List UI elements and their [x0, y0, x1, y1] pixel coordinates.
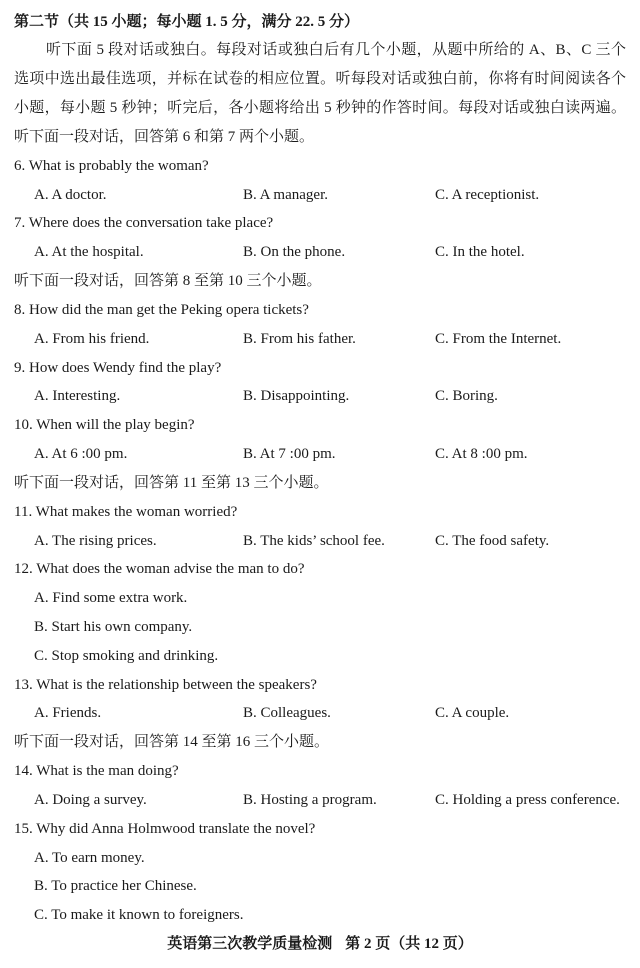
- question-9-stem: 9. How does Wendy find the play?: [14, 359, 222, 376]
- question-9-option-a: A. Interesting.: [34, 388, 121, 405]
- question-15-option-a: A. To earn money.: [34, 849, 145, 866]
- question-6-option-a: A. A doctor.: [34, 186, 107, 203]
- question-6-options: [14, 181, 626, 210]
- instructions-line-2: 选项中选出最佳选项，并标在试卷的相应位置。听每段对话或独白前，你将有时间阅读各个: [14, 71, 626, 88]
- listening-prompt-2: 听下面一段对话，回答第 8 至第 10 三个小题。: [14, 273, 322, 290]
- question-9-option-b: B. Disappointing.: [243, 388, 350, 405]
- question-12-option-a: A. Find some extra work.: [34, 590, 188, 607]
- section-title: 第二节（共 15 小题；每小题 1. 5 分，满分 22. 5 分）: [14, 13, 360, 30]
- question-10-option-b: B. At 7 :00 pm.: [243, 446, 336, 463]
- question-13-option-b: B. Colleagues.: [243, 705, 331, 722]
- question-11-stem: 11. What makes the woman worried?: [14, 503, 238, 520]
- question-6-option-c: C. A receptionist.: [435, 186, 540, 203]
- question-14-option-b: B. Hosting a program.: [243, 791, 377, 808]
- question-13-option-a: A. Friends.: [34, 705, 102, 722]
- question-7-stem: 7. Where does the conversation take place?: [14, 215, 274, 232]
- question-15-option-b: B. To practice her Chinese.: [34, 878, 197, 895]
- question-14-stem: 14. What is the man doing?: [14, 763, 179, 780]
- question-9-option-c: C. Boring.: [435, 388, 498, 405]
- question-7-option-b: B. On the phone.: [243, 244, 346, 261]
- question-10-stem: 10. When will the play begin?: [14, 417, 195, 434]
- question-14-options: [14, 786, 626, 815]
- footer-page-number: 第 2 页（共 12 页）: [345, 936, 473, 953]
- question-8-option-c: C. From the Internet.: [435, 330, 562, 347]
- question-6-stem: 6. What is probably the woman?: [14, 157, 209, 174]
- question-11-option-b: B. The kids’ school fee.: [243, 532, 385, 549]
- question-15-stem: 15. Why did Anna Holmwood translate the novel?: [14, 820, 316, 837]
- listening-prompt-3: 听下面一段对话，回答第 11 至第 13 三个小题。: [14, 474, 329, 491]
- question-8-stem: 8. How did the man get the Peking opera tickets?: [14, 301, 309, 318]
- question-13-option-c: C. A couple.: [435, 705, 510, 722]
- question-12-option-b: B. Start his own company.: [34, 618, 193, 635]
- question-11-options: [14, 527, 626, 556]
- question-7-option-c: C. In the hotel.: [435, 244, 525, 261]
- question-11-option-a: A. The rising prices.: [34, 532, 157, 549]
- question-10-options: [14, 440, 626, 469]
- question-15-option-c: C. To make it known to foreigners.: [34, 907, 244, 924]
- listening-prompt-1: 听下面一段对话，回答第 6 和第 7 两个小题。: [14, 128, 315, 145]
- question-13-options: [14, 699, 626, 728]
- question-6-option-b: B. A manager.: [243, 186, 328, 203]
- question-7-options: [14, 238, 626, 267]
- question-12-stem: 12. What does the woman advise the man to do?: [14, 561, 305, 578]
- question-12-option-c: C. Stop smoking and drinking.: [34, 647, 219, 664]
- footer-exam-name: 英语第三次教学质量检测: [167, 936, 333, 953]
- question-11-option-c: C. The food safety.: [435, 532, 550, 549]
- question-8-option-b: B. From his father.: [243, 330, 356, 347]
- question-10-option-a: A. At 6 :00 pm.: [34, 446, 128, 463]
- instructions-line-1: 听下面 5 段对话或独白。每段对话或独白后有几个小题，从题中所给的 A、B、C 三个: [46, 42, 626, 59]
- question-8-option-a: A. From his friend.: [34, 330, 150, 347]
- listening-prompt-4: 听下面一段对话，回答第 14 至第 16 三个小题。: [14, 734, 330, 751]
- page-footer: [0, 930, 640, 959]
- question-14-option-c: C. Holding a press conference.: [435, 791, 620, 808]
- question-10-option-c: C. At 8 :00 pm.: [435, 446, 528, 463]
- question-7-option-a: A. At the hospital.: [34, 244, 144, 261]
- question-9-options: [14, 382, 626, 411]
- instructions-line-3: 小题，每小题 5 秒钟；听完后，各小题将给出 5 秒钟的作答时间。每段对话或独白读两遍。: [14, 100, 626, 117]
- question-8-options: [14, 325, 626, 354]
- question-13-stem: 13. What is the relationship between the speakers?: [14, 676, 317, 693]
- question-14-option-a: A. Doing a survey.: [34, 791, 147, 808]
